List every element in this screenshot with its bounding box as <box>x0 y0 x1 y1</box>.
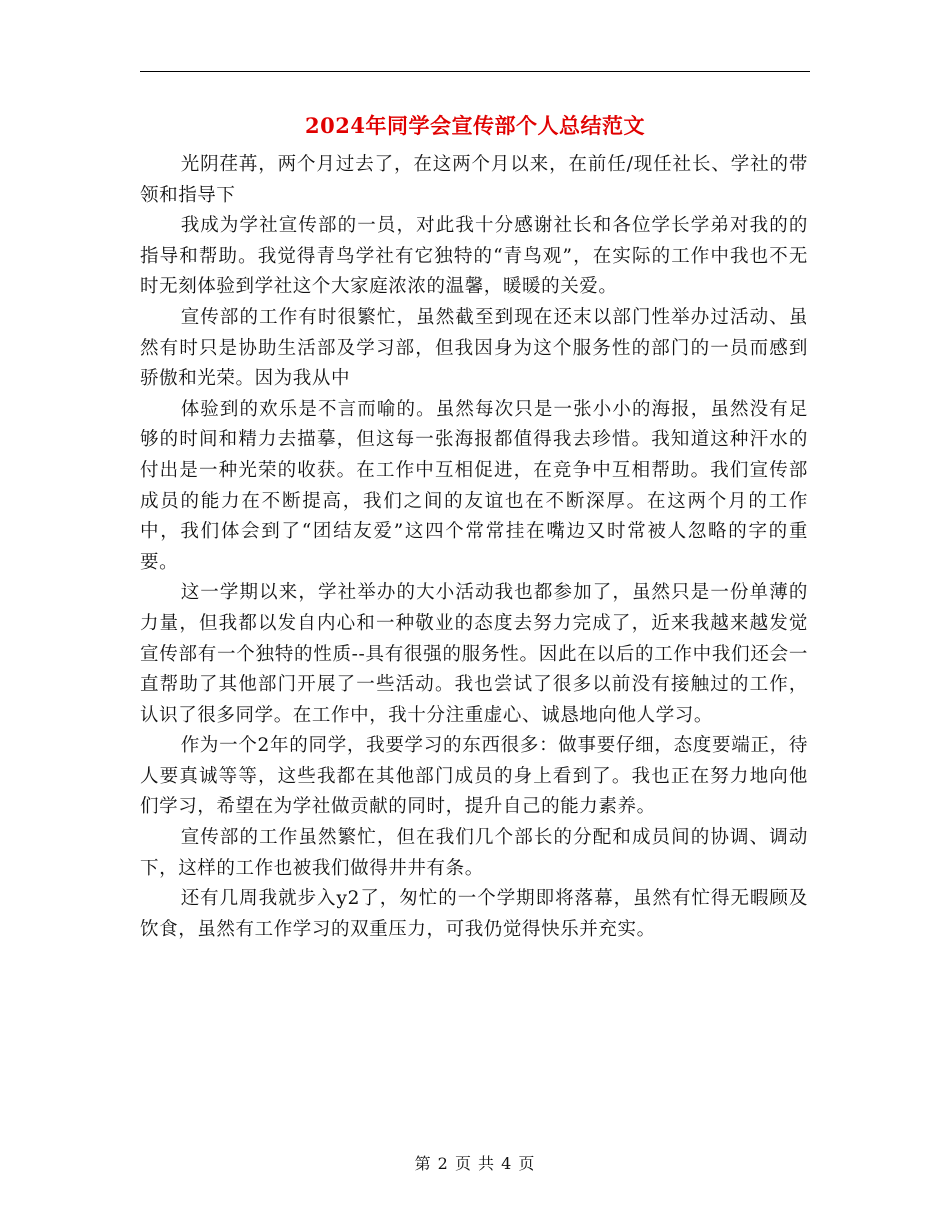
paragraph: 这一学期以来，学社举办的大小活动我也都参加了，虽然只是一份单薄的力量，但我都以发自内心和一种敬业的态度去努力完成了，近来我越来越发觉宣传部有一个独特的性质--具有很强的服务性。因此在以后的工作中我们还会一直帮助了其他部门开展了一些活动。我也尝试了很多以前没有接触过的工作，认识了很多同学。在工作中，我十分注重虚心、诚恳地向他人学习。 <box>140 582 808 726</box>
page-footer: 第 2 页 共 4 页 <box>414 1154 536 1173</box>
header-rule <box>140 71 810 72</box>
paragraph: 宣传部的工作有时很繁忙，虽然截至到现在还末以部门性举办过活动、虽然有时只是协助生活部及学习部，但我因身为这个服务性的部门的一员而感到骄傲和光荣。因为我从中 <box>140 306 808 390</box>
paragraph: 宣传部的工作虽然繁忙，但在我们几个部长的分配和成员间的协调、调动下，这样的工作也被我们做得井井有条。 <box>140 827 808 879</box>
paragraph: 作为一个2年的同学，我要学习的东西很多：做事要仔细，态度要端正，待人要真诚等等，这些我都在其他部门成员的身上看到了。我也正在努力地向他们学习，希望在为学社做贡献的同时，提升自己的能力素养。 <box>140 735 808 818</box>
paragraph: 还有几周我就步入y2了，匆忙的一个学期即将落幕，虽然有忙得无暇顾及饮食，虽然有工作学习的双重压力，可我仍觉得快乐并充实。 <box>140 888 808 940</box>
document-title: 2024年同学会宣传部个人总结范文 <box>305 113 645 138</box>
paragraph: 我成为学社宣传部的一员，对此我十分感谢社长和各位学长学弟对我的的指导和帮助。我觉得青鸟学社有它独特的“青鸟观”，在实际的工作中我也不无时无刻体验到学社这个大家庭浓浓的温馨，暖暖的关爱。 <box>140 215 808 298</box>
document-body <box>140 150 808 945</box>
paragraph: 体验到的欢乐是不言而喻的。虽然每次只是一张小小的海报，虽然没有足够的时间和精力去描摹，但这每一张海报都值得我去珍惜。我知道这种汗水的付出是一种光荣的收获。在工作中互相促进，在竞争中互相帮助。我们宣传部成员的能力在不断提高，我们之间的友谊也在不断深厚。在这两个月的工作中，我们体会到了“团结友爱”这四个常常挂在嘴边又时常被人忽略的字的重要。 <box>140 398 808 573</box>
paragraph: 光阴荏苒，两个月过去了，在这两个月以来，在前任/现任社长、学社的带领和指导下 <box>140 154 808 206</box>
